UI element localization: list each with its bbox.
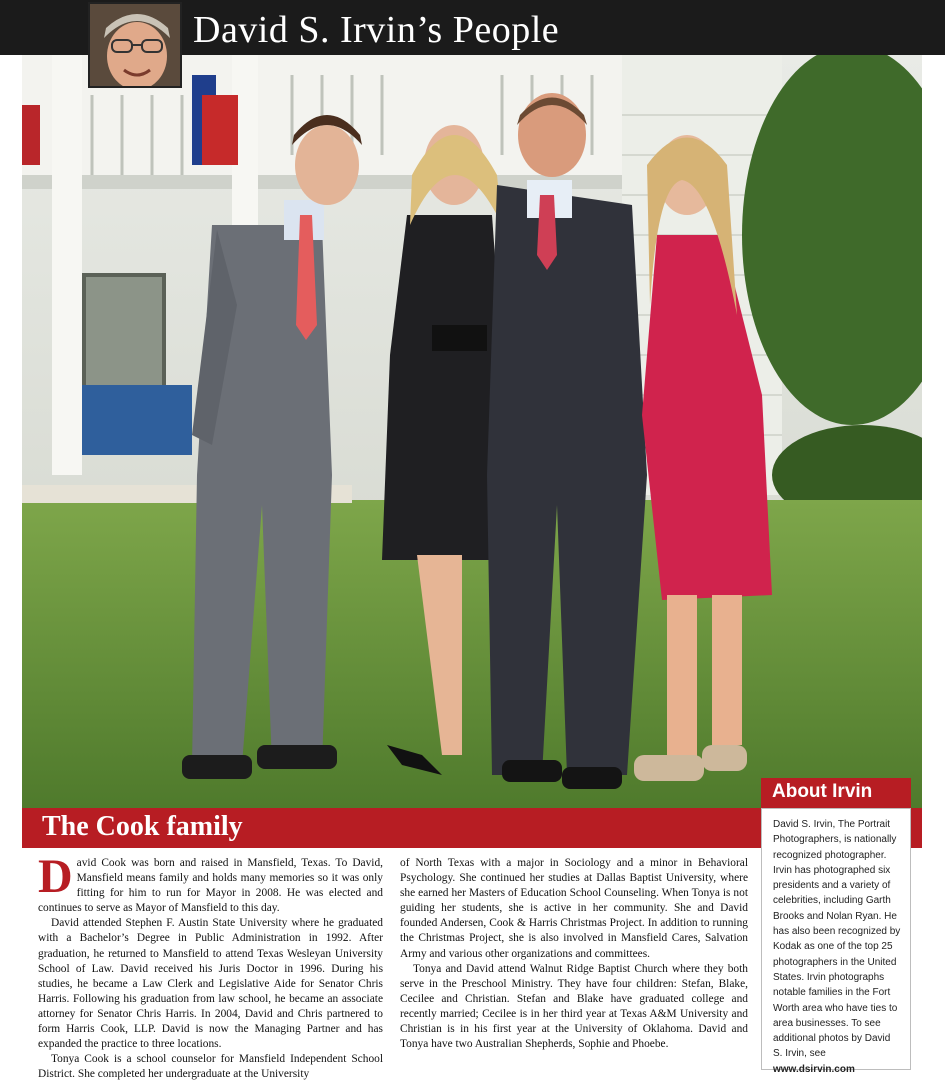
about-box — [761, 808, 911, 1075]
about-header — [761, 778, 911, 808]
article-column-2 — [400, 856, 748, 1052]
article-column-1 — [38, 850, 383, 1081]
about-title: About Irvin — [772, 781, 873, 802]
family-photo — [22, 55, 922, 808]
website-link[interactable]: www.dsirvin.com — [773, 1063, 855, 1075]
article-paragraph: Tonya and David attend Walnut Ridge Baptist Church where they both serve in the Preschool Ministry. They have four children: Stefan, Blake, Cecilee and Christian. Stefan and Blake have graduated college and recently married; Cecilee is in her third year at Texas A&M University and Christian is in his first year at the University of Oklahoma. David and Tonya have two Australian Shepherds, Sophie and Phoebe. — [400, 962, 748, 1051]
page-title: David S. Irvin’s People — [193, 9, 560, 51]
paragraph-text: avid Cook was born and raised in Mansfield, Texas. To David, Mansfield means family and holds many memories so it was only fitting for him to run for Mayor in 2008. He was elected and continues to serve as Mayor of Mansfield to this day. — [38, 857, 383, 915]
photographer-headshot — [88, 2, 182, 88]
article-paragraph: of North Texas with a major in Sociology and a minor in Behavioral Psychology. She continued her studies at Dallas Baptist University, where she earned her Masters of Education School Counseling. When Tonya is not guiding her students, she is active in her community. She and David founded Andersen, Cook & Harris Christmas Project. In addition to running the Christmas Project, she is also involved in Mansfield Cares, Salvation Army and various other organizations and committees. — [400, 857, 748, 960]
section-title: The Cook family — [42, 811, 243, 842]
article-paragraph: Tonya Cook is a school counselor for Mansfield Independent School District. She completed her undergraduate at the University — [38, 1053, 383, 1081]
drop-cap: D — [38, 850, 73, 903]
article-paragraph: David attended Stephen F. Austin State University where he graduated with a Bachelor’s Degree in Public Administration in 1992. After graduation, he returned to Mansfield to attend Texas Wesleyan University School of Law. David received his Juris Doctor in 1996. During his studies, he became a Law Clerk and Legislative Aide for Senator Chris Harris. Following his graduation from law school, he became an associate attorney for Senator Chris Harris. In 2004, David and Chris partnered to form Harris Cook, LLP. David is now the Managing Partner and has expanded the practice to three locations. — [38, 917, 383, 1051]
headshot-image — [90, 4, 182, 88]
family-photo-image — [22, 55, 922, 808]
about-body: David S. Irvin, The Portrait Photographers, is nationally recognized photographer. Irvin has photographed six presidents and a variety of celebrities, including Garth Brooks and Nolan Ryan. He has also been recognized by Kodak as one of the top 25 photographers in the United States. Irvin photographs notable families in the Fort Worth area who have ties to area businesses. To see additional photos by David S. Irvin, see — [773, 819, 901, 1060]
article-paragraph — [38, 850, 383, 916]
